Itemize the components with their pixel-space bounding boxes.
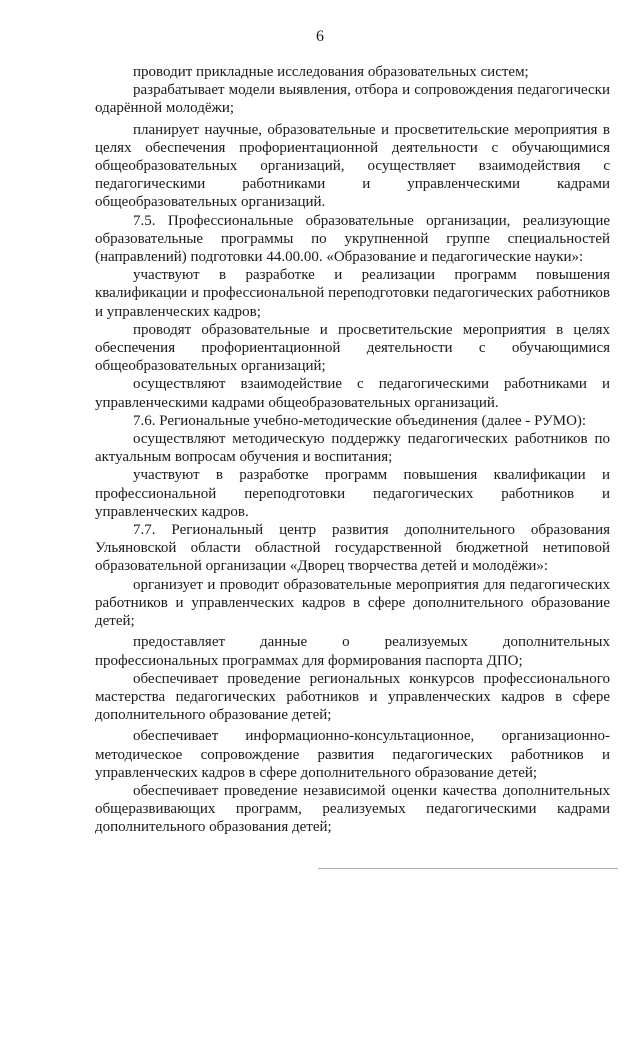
paragraph: предоставляет данные о реализуемых дополнительных профессиональных программах для формирования паспорта ДПО; [95,634,610,669]
paragraph-section-7-5: 7.5. Профессиональные образовательные организации, реализующие образовательные программы по укрупненной группе специальностей (направлений) подготовки 44.00.00. «Образование и педагогические науки»: [95,212,610,266]
paragraph: участвуют в разработке программ повышения квалификации и профессиональной переподготовки педагогических работников и управленческих кадров. [95,467,610,520]
paragraph: участвуют в разработке и реализации программ повышения квалификации и профессиональной переподготовки педагогических работников и управленческих кадров; [95,267,610,320]
footer-rule [318,868,618,869]
paragraph-section-7-6: 7.6. Региональные учебно-методические объединения (далее - РУМО): [133,412,587,429]
paragraph: обеспечивает информационно-консультационное, организационно-методическое сопровождение развития педагогических работников и управленческих кадров в сфере дополнительного образование детей; [95,728,610,781]
paragraph: планирует научные, образовательные и просветительские мероприятия в целях обеспечения профориентационной деятельности с обучающимися общеобразовательных организаций, осуществляет взаимодействия с педагогическими работниками и управленческими кадрами общеобразовательных организаций. [95,121,610,211]
paragraph: обеспечивает проведение независимой оценки качества дополнительных общеразвивающих программ, реализуемых педагогическими кадрами дополнительного образования детей; [95,782,610,836]
paragraph-section-7-7: 7.7. Региональный центр развития дополнительного образования Ульяновской области областной государственной бюджетной нетиповой образовательной организации «Дворец творчества детей и молодёжи»: [95,522,610,575]
paragraph: осуществляют взаимодействие с педагогическими работниками и управленческими кадрами общеобразовательных организаций. [95,376,610,411]
paragraph: проводит прикладные исследования образовательных систем; [133,64,529,80]
paragraph: проводят образовательные и просветительские мероприятия в целях обеспечения профориентационной деятельности с обучающимися общеобразовательных организаций; [95,321,610,375]
paragraph: разрабатывает модели выявления, отбора и сопровождения педагогически одарённой молодёжи; [95,82,610,117]
document-body [95,63,610,837]
paragraph: обеспечивает проведение региональных конкурсов профессионального мастерства педагогических работников и управленческих кадров в сфере дополнительного образование детей; [95,670,610,724]
paragraph: осуществляют методическую поддержку педагогических работников по актуальным вопросам обучения и воспитания; [95,431,610,466]
page-number: 6 [316,28,324,45]
paragraph: организует и проводит образовательные мероприятия для педагогических работников и управленческих кадров в сфере дополнительного образование детей; [95,576,610,630]
